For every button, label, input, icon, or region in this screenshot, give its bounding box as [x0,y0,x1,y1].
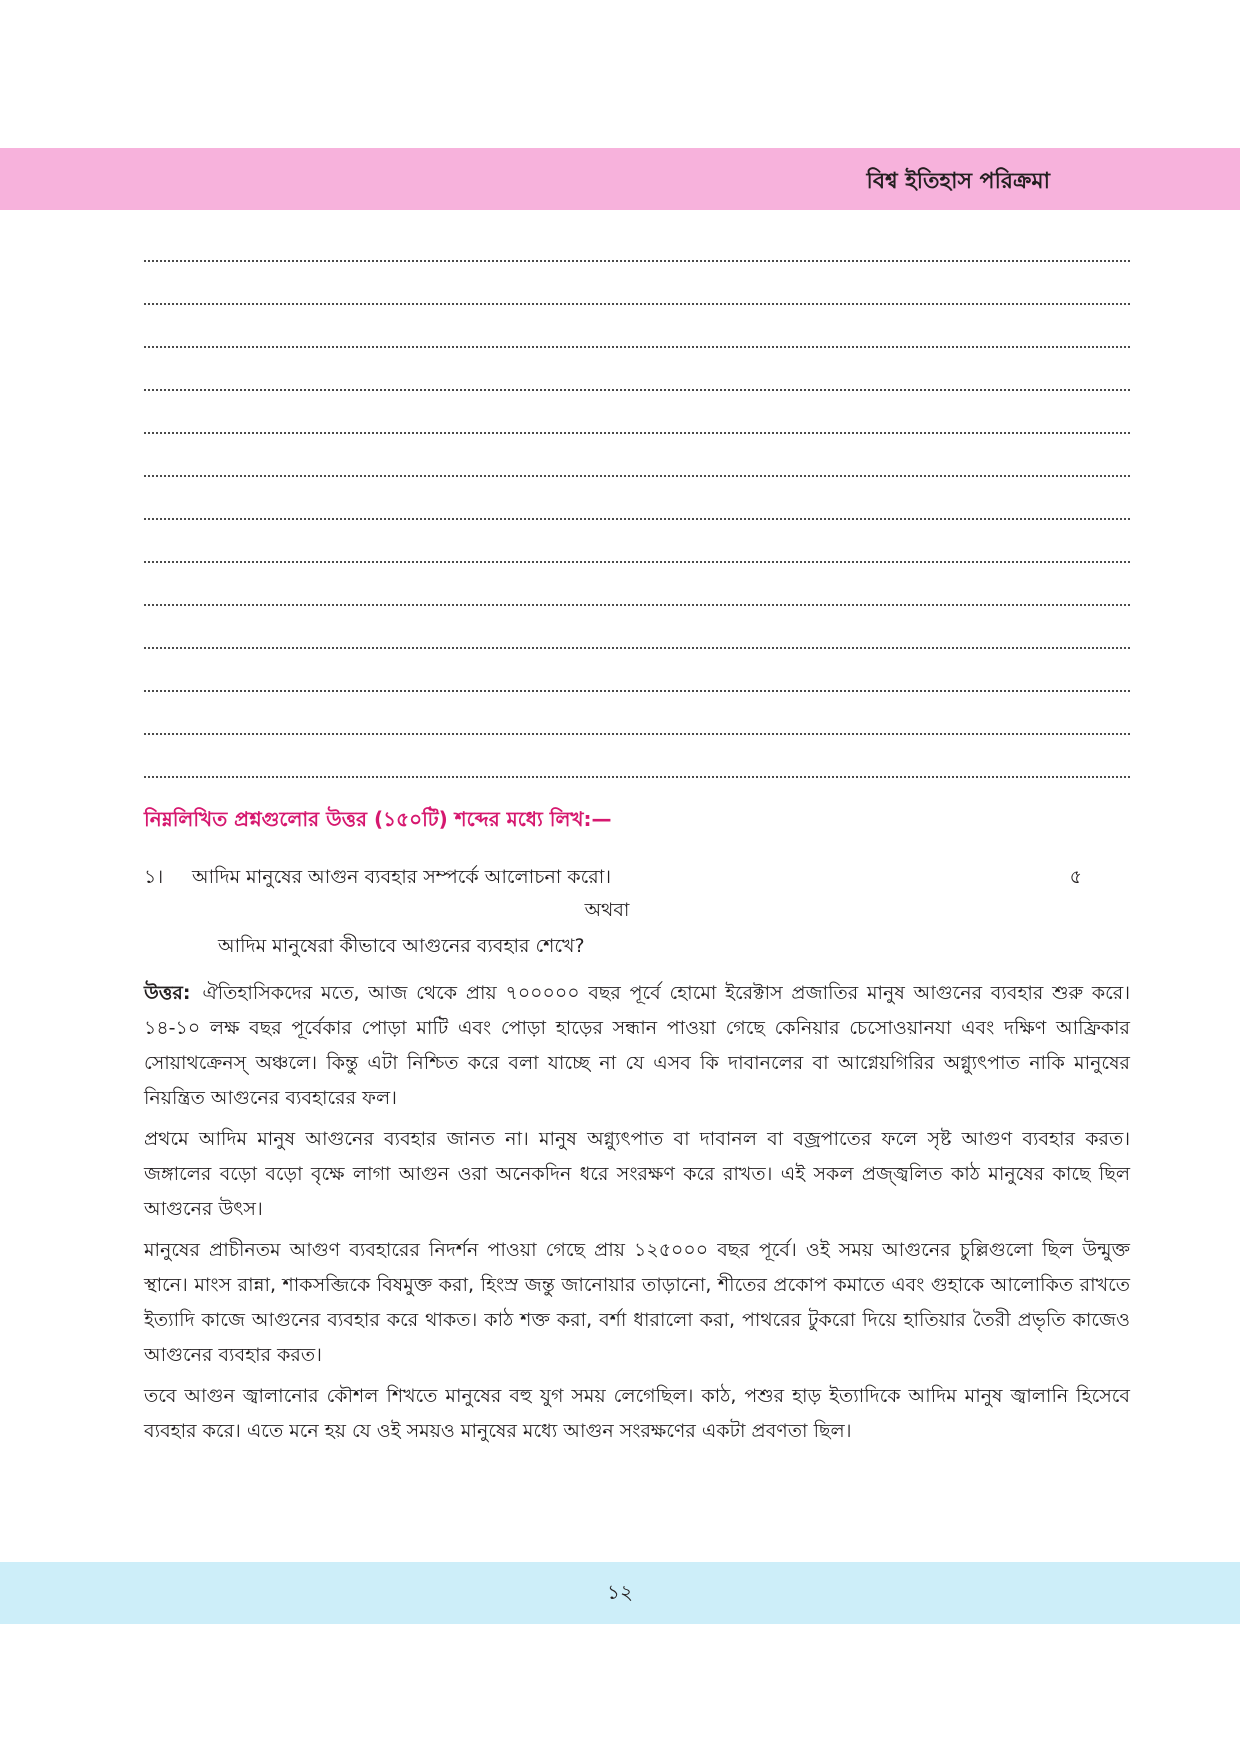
writing-line [144,477,1130,520]
alternative-question: আদিম মানুষেরা কীভাবে আগুনের ব্যবহার শেখে? [218,935,585,957]
writing-line [144,563,1130,606]
writing-line [144,222,1130,262]
answer-paragraph: তবে আগুন জ্বালানোর কৌশল শিখতে মানুষের বহু যুগ সময় লেগেছিল। কাঠ, পশুর হাড় ইত্যাদিকে আদিম মানুষ জ্বালানি হিসেবে ব্যবহার করে। এতে মনে হয় যে ওই সময়ও মানুষের মধ্যে আগুন সংরক্ষণের একটা প্রবণতা ছিল। [144,1385,1130,1442]
answer-paragraph [144,976,1130,1116]
question-marks: ৫ [1069,866,1082,888]
writing-line [144,649,1130,692]
answer-writing-lines [144,222,1130,778]
section-heading: নিম্নলিখিত প্রশ্নগুলোর উত্তর (১৫০টি) শব্দের মধ্যে লিখ:— [144,807,612,831]
writing-line [144,520,1130,563]
footer-band [0,1562,1240,1624]
answer-paragraph: মানুষের প্রাচীনতম আগুণ ব্যবহারের নিদর্শন পাওয়া গেছে প্রায় ১২৫০০০ বছর পূর্বে। ওই সময় আগুনের চুল্লিগুলো ছিল উন্মুক্ত স্থানে। মাংস রান্না, শাকসব্জিকে বিষমুক্ত করা, হিংস্র জন্তু জানোয়ার তাড়ানো, শীতের প্রকোপ কমাতে এবং গুহাকে আলোকিত রাখতে ইত্যাদি কাজে আগুনের ব্যবহার করে থাকত। কাঠ শক্ত করা, বর্শা ধারালো করা, পাথরের টুকরো দিয়ে হাতিয়ার তৈরী প্রভৃতি কাজেও আগুনের ব্যবহার করত। [144,1239,1130,1366]
writing-line [144,348,1130,391]
page-number: ১২ [607,1580,633,1604]
writing-line [144,305,1130,348]
answer-label: উত্তর: [144,982,191,1004]
answer-paragraph: প্রথমে আদিম মানুষ আগুনের ব্যবহার জানত না। মানুষ অগ্ন্যুৎপাত বা দাবানল বা বজ্রপাতের ফলে সৃষ্ট আগুণ ব্যবহার করত। জঙ্গালের বড়ো বড়ো বৃক্ষে লাগা আগুন ওরা অনেকদিন ধরে সংরক্ষণ করে রাখত। এই সকল প্রজ্জ্বলিত কাঠ মানুষের কাছে ছিল আগুনের উৎস। [144,1128,1130,1220]
book-title: বিশ্ব ইতিহাস পরিক্রমা [866,169,1050,194]
writing-line [144,262,1130,305]
writing-line [144,735,1130,778]
or-label: অথবা [584,899,630,921]
header-band [0,148,1240,210]
writing-line [144,434,1130,477]
question-row [144,862,1130,892]
writing-line [144,391,1130,434]
answer-paragraph-text: ঐতিহাসিকদের মতে, আজ থেকে প্রায় ৭০০০০০ বছর পূর্বে হোমো ইরেক্টাস প্রজাতির মানুষ আগুনের ব্যবহার শুরু করে। ১৪-১০ লক্ষ বছর পূর্বেকার পোড়া মাটি এবং পোড়া হাড়ের সন্ধান পাওয়া গেছে কেনিয়ার চেসোওয়ানযা এবং দক্ষিণ আফ্রিকার সোয়াথক্রেনস্ অঞ্চলে। কিন্তু এটা নিশ্চিত করে বলা যাচ্ছে না যে এসব কি দাবানলের বা আগ্নেয়গিরির অগ্ন্যুৎপাত নাকি মানুষের নিয়ন্ত্রিত আগুনের ব্যবহারের ফল। [144,982,1130,1109]
main-content [144,805,1130,1455]
writing-line [144,692,1130,735]
writing-line [144,606,1130,649]
question-text: আদিম মানুষের আগুন ব্যবহার সম্পর্কে আলোচনা করো। [192,866,612,888]
question-number: ১। [144,866,164,888]
